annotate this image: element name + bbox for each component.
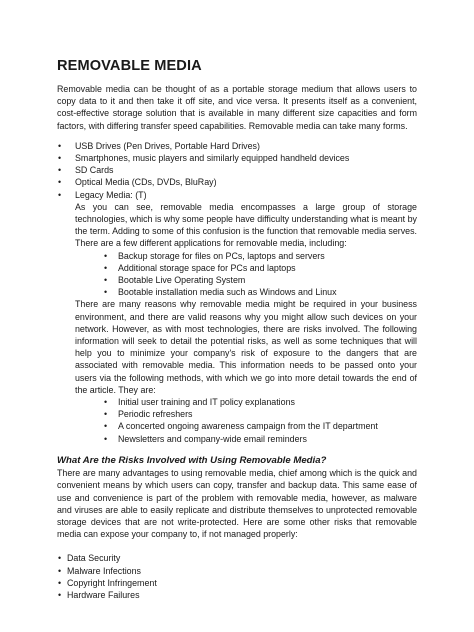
list-item: • A concerted ongoing awareness campaign from the IT department	[104, 420, 417, 432]
list-item: • Optical Media (CDs, DVDs, BluRay)	[57, 176, 417, 188]
page-title: REMOVABLE MEDIA	[57, 58, 202, 74]
legacy-paragraph-1: As you can see, removable media encompasses a large group of storage technologies, which is why some people have difficulty understanding what is meant by the term. Adding to some of this confusion is the function that removable media serves. There are a few different applications for removable media, including:	[75, 201, 417, 249]
legacy-section	[75, 201, 417, 445]
list-item: • Bootable Live Operating System	[104, 274, 417, 286]
list-item: • SD Cards	[57, 164, 417, 176]
media-types-list	[57, 140, 417, 201]
list-item: • Periodic refreshers	[104, 408, 417, 420]
intro-paragraph: Removable media can be thought of as a portable storage medium that allows users to copy data to it and then take it off site, and vice versa. It presents itself as a convenient, cost-effective storage solution that is available in many different size capacities and form factors, with differing transfer speed capabilities. Removable media can take many forms.	[57, 84, 417, 131]
list-item: • Bootable installation media such as Windows and Linux	[104, 286, 417, 298]
list-item: • Additional storage space for PCs and laptops	[104, 262, 417, 274]
list-item: • Copyright Infringement	[57, 577, 417, 589]
list-item: • Backup storage for files on PCs, laptops and servers	[104, 250, 417, 262]
legacy-label: Legacy Media: (T)	[75, 189, 147, 200]
list-item: • Smartphones, music players and similarly equipped handheld devices	[57, 152, 417, 164]
list-item: • USB Drives (Pen Drives, Portable Hard Drives)	[57, 140, 417, 152]
list-item: • Newsletters and company-wide email reminders	[104, 433, 417, 445]
list-item-legacy	[57, 189, 417, 201]
risks-heading: What Are the Risks Involved with Using Removable Media?	[57, 454, 327, 466]
legacy-paragraph-2: There are many reasons why removable media might be required in your business environment, and there are valid reasons why you might allow such devices on your network. However, as with most technologies, there are risks involved. The following information will seek to detail the potential risks, as well as some techniques that will help you to minimize your company's risk of exposure to the dangers that are associated with removable media. This information needs to be passed onto your users via the following methods, with which we go into more detail towards the end of the article. They are:	[75, 299, 417, 395]
risks-list	[57, 552, 417, 601]
list-item: • Malware Infections	[57, 565, 417, 577]
applications-list	[104, 250, 417, 299]
list-item: • Initial user training and IT policy explanations	[104, 396, 417, 408]
list-item: • Data Security	[57, 552, 417, 564]
list-item: • Hardware Failures	[57, 589, 417, 601]
methods-list	[104, 396, 417, 445]
risks-paragraph: There are many advantages to using removable media, chief among which is the quick and convenient means by which users can copy, transfer and backup data. This same ease of use and convenience is part of the problem with removable media, however, as malware and viruses are able to easily replicate and distribute themselves to unprotected removable storage devices that are not write-protected. Here are some other risks that removable media can expose your company to, if not managed properly:	[57, 468, 417, 540]
